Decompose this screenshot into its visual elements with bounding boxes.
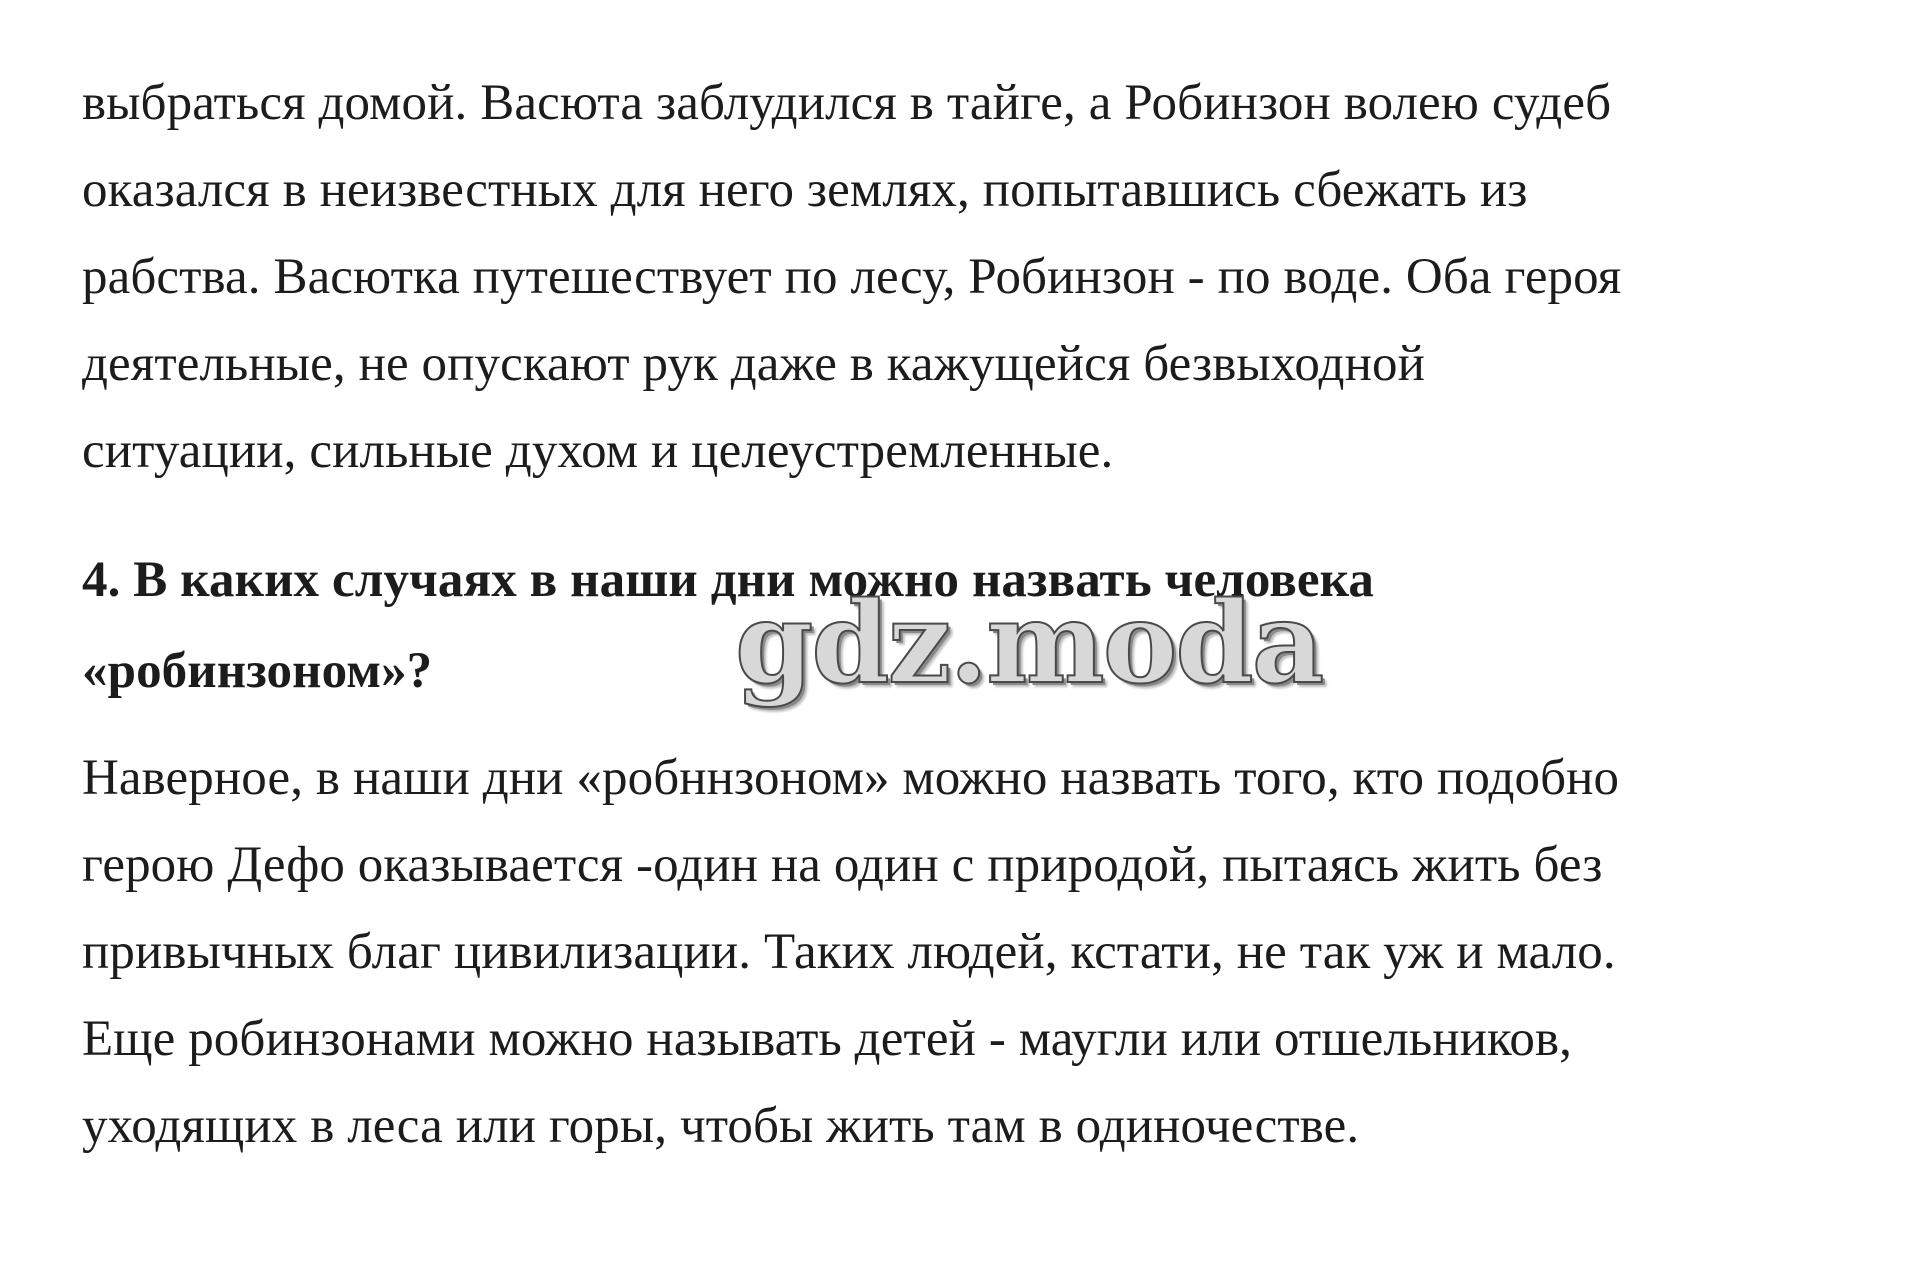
text-line: герою Дефо оказывается -один на один с природой, пытаясь жить без bbox=[82, 837, 1603, 893]
answer-paragraph bbox=[82, 735, 1882, 1170]
text-line: деятельные, не опускают рук даже в кажущейся безвыходной bbox=[82, 336, 1425, 392]
question-line: «робинзоном»? bbox=[82, 643, 433, 699]
answer-paragraph-previous bbox=[82, 60, 1882, 495]
watermark-logo: gdz.moda bbox=[735, 578, 1323, 709]
text-line: выбраться домой. Васюта заблудился в тайге, а Робинзон волею судеб bbox=[82, 75, 1612, 131]
text-line: рабства. Васютка путешествует по лесу, Робинзон - по воде. Оба героя bbox=[82, 249, 1622, 305]
text-line: уходящих в леса или горы, чтобы жить там в одиночестве. bbox=[82, 1098, 1360, 1154]
question-line: 4. В каких случаях в наши дни можно назвать человека bbox=[82, 552, 1374, 608]
text-line: оказался в неизвестных для него землях, попытавшись сбежать из bbox=[82, 162, 1528, 218]
text-line: ситуации, сильные духом и целеустремленные. bbox=[82, 423, 1114, 479]
text-line: Еще робинзонами можно называть детей - маугли или отшельников, bbox=[82, 1011, 1572, 1067]
text-line: привычных благ цивилизации. Таких людей, кстати, не так уж и мало. bbox=[82, 924, 1616, 980]
text-line: Наверное, в наши дни «робннзоном» можно назвать того, кто подобно bbox=[82, 750, 1620, 806]
